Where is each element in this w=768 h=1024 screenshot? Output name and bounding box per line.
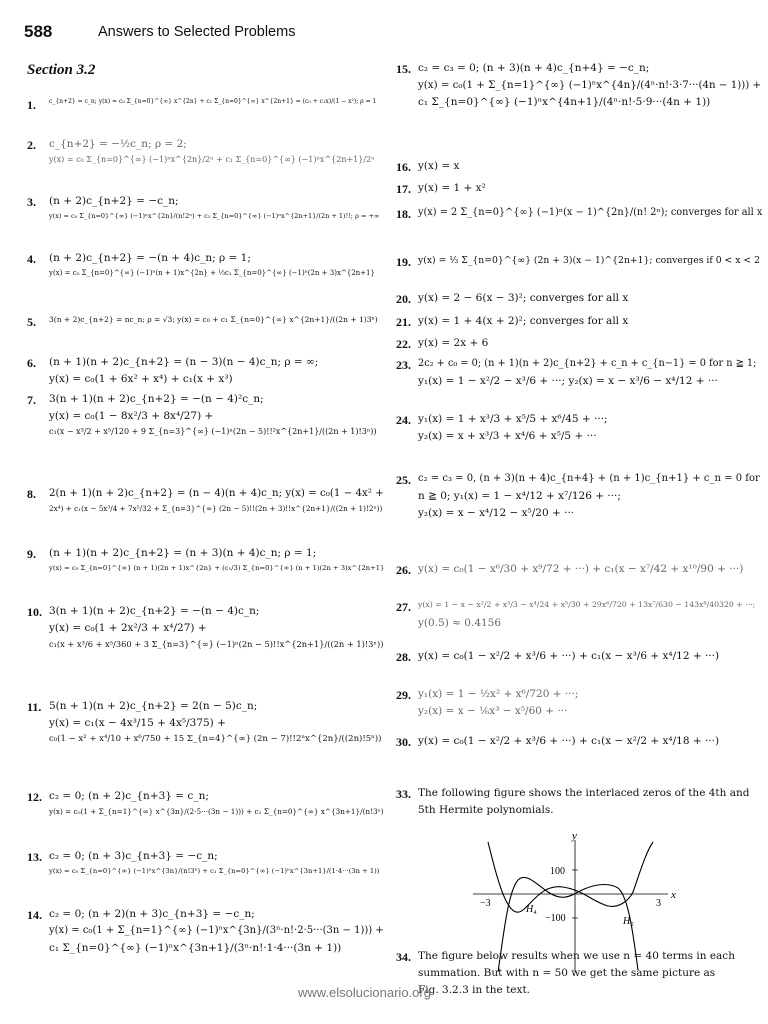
answer-line: y₂(x) = x − ⅙x³ − x⁵/60 + ··· — [418, 705, 568, 717]
answer-line: c₁ Σ_{n=0}^{∞} (−1)ⁿx^{4n+1}/(4ⁿ·n!·5·9···(4n + 1)) — [418, 96, 711, 108]
problem-number: 30. — [396, 735, 411, 749]
answer-line: y(x) = c₀(1 + Σ_{n=1}^{∞} (−1)ⁿx^{4n}/(4ⁿ·n!·3·7···(4n − 1))) + — [418, 79, 762, 91]
answer-line: y(x) = c₀ Σ_{n=0}^{∞} (−1)ⁿx^{3n}/(n!3ⁿ) + c₁ Σ_{n=0}^{∞} (−1)ⁿx^{3n+1}/(1·4···(3n + 1)) — [49, 867, 380, 875]
answer-line: y(x) = c₀(1 + Σ_{n=1}^{∞} (−1)ⁿx^{3n}/(3ⁿ·n!·2·5···(3n − 1))) + — [49, 925, 384, 936]
problem-number: 13. — [27, 850, 42, 864]
answer-line: The figure below results when we use n = 40 terms in each — [418, 950, 735, 962]
problem-number: 5. — [27, 315, 36, 329]
tick-label-neg100: −100 — [545, 913, 566, 924]
answer-line: Fig. 3.2.3 in the text. — [418, 984, 530, 996]
answer-line: 3(n + 2)c_{n+2} = nc_n; ρ = √3; y(x) = c₀ + c₁ Σ_{n=0}^{∞} x^{2n+1}/((2n + 1)3ⁿ) — [49, 315, 378, 324]
answer-line: 3(n + 1)(n + 2)c_{n+2} = −(n − 4)²c_n; — [49, 393, 264, 405]
problem-number: 24. — [396, 413, 411, 427]
problem-number: 14. — [27, 908, 42, 922]
problem-number: 2. — [27, 138, 36, 152]
h5-curve — [498, 877, 638, 972]
answer-line: 5(n + 1)(n + 2)c_{n+2} = 2(n − 5)c_n; — [49, 700, 258, 712]
answer-line: (n + 1)(n + 2)c_{n+2} = (n + 3)(n + 4)c_n; ρ = 1; — [49, 547, 317, 559]
answer-line: c₁(x + x³/6 + x⁵/360 + 3 Σ_{n=3}^{∞} (−1)ⁿ(2n − 5)!!x^{2n+1}/((2n + 1)!3ⁿ)) — [49, 639, 384, 649]
answer-line: 5th Hermite polynomials. — [418, 804, 554, 816]
problem-number: 21. — [396, 315, 411, 329]
answer-line: 3(n + 1)(n + 2)c_{n+2} = −(n − 4)c_n; — [49, 605, 260, 617]
problem-number: 20. — [396, 292, 411, 306]
answer-line: y₁(x) = 1 + x³/3 + x⁵/5 + x⁶/45 + ···; — [418, 413, 608, 425]
problem-number: 23. — [396, 358, 411, 372]
answer-line: y(x) = c₀(1 − x⁶/30 + x⁹/72 + ···) + c₁(x − x⁷/42 + x¹⁰/90 + ···) — [418, 563, 744, 575]
running-title: Answers to Selected Problems — [98, 24, 296, 40]
answer-line: c_{n+2} = −½c_n; ρ = 2; — [49, 138, 187, 150]
watermark: www.elsolucionario.org — [298, 985, 431, 1000]
answer-line: n ≧ 0; y₁(x) = 1 − x⁴/12 + x⁷/126 + ···; — [418, 490, 621, 502]
problem-number: 28. — [396, 650, 411, 664]
y-axis-label: y — [572, 832, 577, 842]
problem-number: 11. — [27, 700, 42, 714]
answer-line: y(x) = 1 − x − x²/2 + x³/3 − x⁴/24 + x⁵/30 + 29x⁶/720 + 13x⁷/630 − 143x⁸/40320 + ···; — [418, 600, 756, 609]
answer-line: y(x) = c₀(1 + 6x² + x⁴) + c₁(x + x³) — [49, 373, 233, 385]
answer-line: c₀(1 − x² + x⁴/10 + x⁶/750 + 15 Σ_{n=4}^{∞} (2n − 7)!!2ⁿx^{2n}/((2n)!5ⁿ)) — [49, 734, 382, 744]
problem-number: 29. — [396, 688, 411, 702]
problem-number: 8. — [27, 487, 36, 501]
answer-line: y(x) = c₁(x − 4x³/15 + 4x⁵/375) + — [49, 717, 226, 729]
answer-line: y(x) = x — [418, 160, 460, 172]
problem-number: 15. — [396, 62, 411, 76]
answer-line: 2c₂ + c₀ = 0; (n + 1)(n + 2)c_{n+2} + c_n + c_{n−1} = 0 for n ≧ 1; — [418, 358, 757, 369]
answer-line: (n + 1)(n + 2)c_{n+2} = (n − 3)(n − 4)c_n; ρ = ∞; — [49, 356, 319, 368]
answer-line: y(x) = c₀(1 − x²/2 + x³/6 + ···) + c₁(x − x³/6 + x⁴/12 + ···) — [418, 650, 720, 662]
h4-curve — [488, 842, 653, 912]
answer-line: (n + 2)c_{n+2} = −(n + 4)c_n; ρ = 1; — [49, 252, 251, 264]
answer-line: y(x) = c₀(1 − 8x²/3 + 8x⁴/27) + — [49, 410, 214, 422]
h5-label: H₅ — [623, 916, 634, 927]
answer-line: y(0.5) ≈ 0.4156 — [418, 617, 502, 629]
answer-line: y(x) = c₀ Σ_{n=0}^{∞} (−1)ⁿx^{2n}/(n!2ⁿ) + c₁ Σ_{n=0}^{∞} (−1)ⁿx^{2n+1}/(2n + 1)!!; ρ = +∞ — [49, 212, 380, 220]
problem-number: 34. — [396, 950, 411, 964]
problem-number: 16. — [396, 160, 411, 174]
problem-number: 22. — [396, 337, 411, 351]
answer-line: y(x) = 2x + 6 — [418, 337, 489, 349]
tick-label-100: 100 — [550, 866, 565, 877]
answer-line: y(x) = c₀(1 + Σ_{n=1}^{∞} x^{3n}/(2·5···(3n − 1))) + c₁ Σ_{n=0}^{∞} x^{3n+1}/(n!3ⁿ) — [49, 807, 384, 816]
tick-label-3: 3 — [656, 898, 661, 909]
answer-line: y(x) = 1 + x² — [418, 182, 486, 194]
problem-number: 7. — [27, 393, 36, 407]
answer-line: y(x) = 2 − 6(x − 3)²; converges for all x — [418, 292, 629, 304]
x-axis-label: x — [671, 889, 676, 901]
answer-line: y₁(x) = 1 − x²/2 − x³/6 + ···; y₂(x) = x − x³/6 − x⁴/12 + ··· — [418, 375, 718, 387]
problem-number: 1. — [27, 98, 36, 112]
problem-number: 26. — [396, 563, 411, 577]
answer-line: y(x) = c₀ Σ_{n=0}^{∞} (n + 1)(2n + 1)x^{2n} + (c₁/3) Σ_{n=0}^{∞} (n + 1)(2n + 3)x^{2n+1} — [49, 564, 385, 572]
problem-number: 10. — [27, 605, 42, 619]
problem-number: 33. — [396, 787, 411, 801]
answer-line: y₂(x) = x + x³/3 + x⁴/6 + x⁵/5 + ··· — [418, 430, 597, 442]
answer-line: c₁ Σ_{n=0}^{∞} (−1)ⁿx^{3n+1}/(3ⁿ·n!·1·4···(3n + 1)) — [49, 942, 342, 954]
problem-number: 6. — [27, 356, 36, 370]
h4-label: H₄ — [526, 904, 537, 915]
answer-line: c₂ = 0; (n + 2)(n + 3)c_{n+3} = −c_n; — [49, 908, 255, 920]
hermite-figure — [468, 832, 678, 982]
problem-number: 18. — [396, 207, 411, 221]
answer-line: c_{n+2} = c_n; y(x) = c₀ Σ_{n=0}^{∞} x^{2n} + c₁ Σ_{n=0}^{∞} x^{2n+1} = (c₀ + c₁x)/(1 − x²); ρ = 1 — [49, 98, 377, 105]
answer-line: c₂ = 0; (n + 3)c_{n+3} = −c_n; — [49, 850, 218, 862]
answer-line: y₂(x) = x − x⁴/12 − x⁵/20 + ··· — [418, 507, 575, 519]
answer-line: 2(n + 1)(n + 2)c_{n+2} = (n − 4)(n + 4)c_n; y(x) = c₀(1 − 4x² + — [49, 487, 384, 499]
problem-number: 12. — [27, 790, 42, 804]
answer-line: y₁(x) = 1 − ½x² + x⁶/720 + ···; — [418, 688, 579, 700]
answer-line: c₁(x − x³/2 + x⁵/120 + 9 Σ_{n=3}^{∞} (−1)ⁿ(2n − 5)!!²x^{2n+1}/((2n + 1)!3ⁿ)) — [49, 427, 377, 436]
problem-number: 9. — [27, 547, 36, 561]
answer-line: c₂ = 0; (n + 2)c_{n+3} = c_n; — [49, 790, 209, 802]
problem-number: 19. — [396, 255, 411, 269]
problem-number: 25. — [396, 473, 411, 487]
answer-line: c₂ = c₃ = 0; (n + 3)(n + 4)c_{n+4} = −c_n; — [418, 62, 650, 74]
answer-line: The following figure shows the interlaced zeros of the 4th and — [418, 787, 750, 799]
answer-line: y(x) = c₀ Σ_{n=0}^{∞} (−1)ⁿx^{2n}/2ⁿ + c₁ Σ_{n=0}^{∞} (−1)ⁿx^{2n+1}/2ⁿ — [49, 155, 375, 164]
answer-line: c₂ = c₃ = 0, (n + 3)(n + 4)c_{n+4} + (n + 1)c_{n+1} + c_n = 0 for — [418, 473, 760, 484]
answer-line: y(x) = 1 + 4(x + 2)²; converges for all x — [418, 315, 629, 327]
page-number: 588 — [24, 22, 53, 41]
answer-line: y(x) = ⅓ Σ_{n=0}^{∞} (2n + 3)(x − 1)^{2n+1}; converges if 0 < x < 2 — [418, 255, 760, 266]
problem-number: 4. — [27, 252, 36, 266]
answer-line: y(x) = c₀ Σ_{n=0}^{∞} (−1)ⁿ(n + 1)x^{2n} + ⅓c₁ Σ_{n=0}^{∞} (−1)ⁿ(2n + 3)x^{2n+1} — [49, 269, 375, 277]
tick-label-neg3: −3 — [480, 898, 491, 909]
problem-number: 17. — [396, 182, 411, 196]
answer-line: y(x) = c₀(1 − x²/2 + x³/6 + ···) + c₁(x − x²/2 + x⁴/18 + ···) — [418, 735, 720, 747]
problem-number: 3. — [27, 195, 36, 209]
answer-line: (n + 2)c_{n+2} = −c_n; — [49, 195, 179, 207]
answer-line: summation. But with n = 50 we get the same picture as — [418, 967, 716, 979]
answer-line: y(x) = 2 Σ_{n=0}^{∞} (−1)ⁿ(x − 1)^{2n}/(n! 2ⁿ); converges for all x — [418, 207, 763, 218]
answer-line: y(x) = c₀(1 + 2x²/3 + x⁴/27) + — [49, 622, 207, 634]
answer-line: 2x⁴) + c₁(x − 5x³/4 + 7x⁵/32 + Σ_{n=3}^{∞} (2n − 5)!!(2n + 3)!!x^{2n+1}/((2n + 1)!2ⁿ)) — [49, 504, 383, 513]
problem-number: 27. — [396, 600, 411, 614]
section-heading: Section 3.2 — [27, 62, 96, 78]
